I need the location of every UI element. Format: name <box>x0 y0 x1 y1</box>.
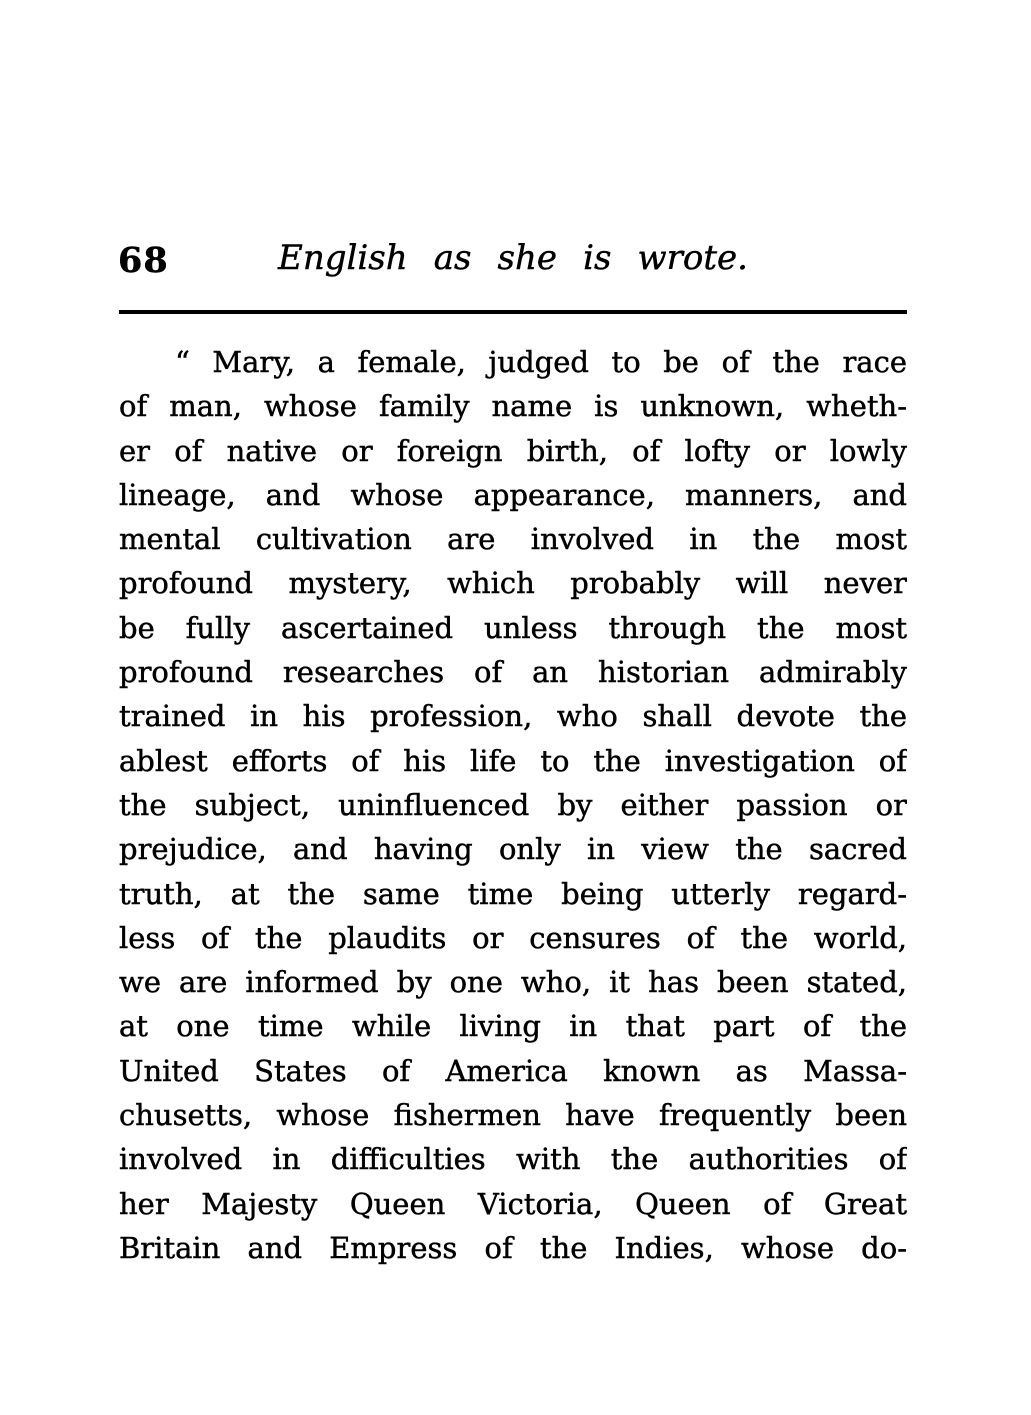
running-title: English as she is wrote. <box>278 238 748 278</box>
text-line: involved in difficulties with the authorities of <box>119 1142 907 1177</box>
text-line: mental cultivation are involved in the most <box>119 522 907 557</box>
text-line: United States of America known as Massa- <box>119 1053 907 1088</box>
text-line: profound researches of an historian admirably <box>119 655 907 690</box>
text-line: profound mystery, which probably will never <box>119 566 907 601</box>
text-line: trained in his profession, who shall devote the <box>119 699 907 734</box>
text-line: the subject, uninfluenced by either passion or <box>119 787 907 822</box>
text-line: we are informed by one who, it has been stated, <box>119 965 907 1000</box>
text-line: at one time while living in that part of the <box>119 1009 907 1044</box>
text-line: “ Mary, a female, judged to be of the race <box>175 345 907 379</box>
header-rule <box>119 310 907 314</box>
text-line: truth, at the same time being utterly regard- <box>119 876 907 911</box>
text-line: lineage, and whose appearance, manners, and <box>119 477 907 512</box>
text-line: prejudice, and having only in view the sacred <box>119 832 907 867</box>
paragraph <box>119 340 907 1270</box>
text-line: chusetts, whose fishermen have frequently been <box>119 1098 907 1133</box>
text-line: er of native or foreign birth, of lofty or lowly <box>119 433 907 468</box>
text-line: ablest efforts of his life to the investigation of <box>119 743 907 778</box>
page-number: 68 <box>118 240 169 281</box>
text-line: Britain and Empress of the Indies, whose do- <box>119 1230 907 1265</box>
text-line: less of the plaudits or censures of the world, <box>119 920 907 955</box>
text-line: of man, whose family name is unknown, wheth- <box>119 389 907 424</box>
text-line: her Majesty Queen Victoria, Queen of Great <box>119 1186 907 1221</box>
text-line: be fully ascertained unless through the most <box>119 610 907 645</box>
